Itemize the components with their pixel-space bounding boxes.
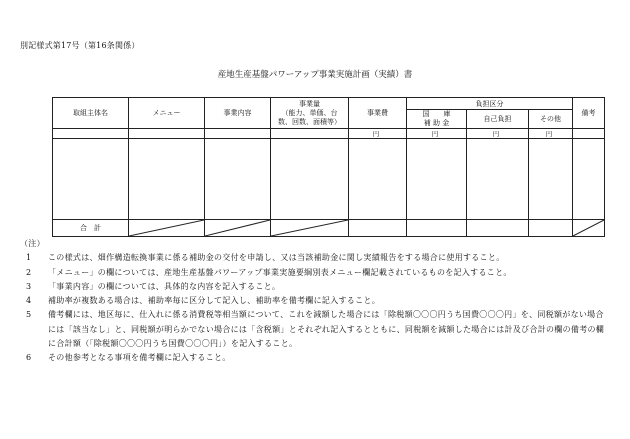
- cell-remarks-unit: [573, 129, 605, 139]
- cell-remarks: [573, 139, 605, 220]
- note-item: [20, 294, 610, 308]
- header-cost: 事業費: [349, 98, 407, 129]
- unit-yen: 円: [492, 130, 500, 138]
- form-code: 別記様式第17号（第16条関係）: [20, 41, 140, 50]
- note-number: 5: [26, 310, 32, 320]
- note-number: 4: [26, 296, 32, 306]
- diagonal-strike: [129, 220, 204, 236]
- note-number: 6: [26, 353, 32, 363]
- cell-other-unit: [529, 129, 573, 139]
- header-own: 自己負担: [467, 110, 529, 129]
- cell-other: [529, 139, 573, 220]
- notes-heading: （注）: [20, 239, 45, 248]
- note-item: [20, 308, 610, 351]
- note-item: [20, 351, 610, 365]
- document-title: 産地生産基盤パワーアップ事業実施計画（実績）書: [217, 70, 413, 80]
- total-other: [529, 220, 573, 237]
- total-own: [467, 220, 529, 237]
- cell-quantity: [271, 139, 349, 220]
- diagonal-strike: [573, 220, 604, 236]
- header-content: 事業内容: [205, 98, 271, 129]
- notes-section: [20, 237, 610, 366]
- unit-yen: 円: [545, 130, 553, 138]
- header-quantity-line1: 事業量: [299, 99, 320, 108]
- total-content-struck: [205, 220, 271, 237]
- note-text: 「事業内容」の欄については、具体的な内容を記入すること。: [48, 281, 281, 291]
- note-text: この様式は、畑作構造転換事業に係る補助金の交付を申請し、又は当該補助金に関し実績報告をする場合に使用すること。: [48, 253, 505, 263]
- unit-yen: 円: [372, 130, 380, 138]
- note-item: [20, 280, 610, 294]
- header-quantity: [271, 98, 349, 129]
- unit-yen: 円: [431, 130, 439, 138]
- cell-entity: [53, 139, 129, 220]
- header-quantity-line3: 数、回数、面積等）: [278, 117, 341, 126]
- cell-quantity-unit: [271, 129, 349, 139]
- header-quantity-line2: （能力、単価、台: [281, 108, 338, 117]
- note-number: 2: [26, 267, 32, 277]
- total-remarks-struck: [573, 220, 605, 237]
- note-text: その他参考となる事項を備考欄に記入すること。: [48, 353, 231, 363]
- header-menu: メニュー: [129, 98, 205, 129]
- cell-content: [205, 139, 271, 220]
- header-national-line1: 国 庫: [422, 110, 451, 118]
- note-text: 「メニュー」の欄については、産地生産基盤パワーアップ事業実施要綱別表メニュー欄記載されているものを記入すること。: [48, 267, 512, 277]
- note-item: [20, 251, 610, 265]
- total-cost: [349, 220, 407, 237]
- cell-content-unit: [205, 129, 271, 139]
- cell-own: [467, 139, 529, 220]
- total-quantity-struck: [271, 220, 349, 237]
- total-label: 合 計: [53, 220, 129, 237]
- header-remarks: 備考: [573, 98, 605, 129]
- cell-cost-unit: [349, 129, 407, 139]
- plan-table: [52, 97, 605, 237]
- note-item: [20, 266, 610, 280]
- cell-cost: [349, 139, 407, 220]
- note-text: 備考欄には、地区毎に、仕入れに係る消費税等相当額について、これを減額した場合には「除税額〇〇〇円うち国費〇〇〇円」を、同税額がない場合には「該当なし」と、同税額が明らかでない場合には「含税額」とそれぞれ記入するとともに、同税額を減額した場合には計及び合計の欄の備考の欄に合計額（「除税額〇〇〇円うち国費〇〇〇円」）を記入すること。: [48, 310, 605, 349]
- cell-entity-unit: [53, 129, 129, 139]
- cell-menu: [129, 139, 205, 220]
- diagonal-strike: [271, 220, 348, 236]
- total-national: [407, 220, 467, 237]
- header-entity: 取組主体名: [53, 98, 129, 129]
- note-text: 補助率が複数ある場合は、補助率毎に区分して記入し、補助率を備考欄に記入すること。: [48, 296, 380, 306]
- header-national: [407, 110, 467, 129]
- total-menu-struck: [129, 220, 205, 237]
- cell-national-unit: [407, 129, 467, 139]
- cell-own-unit: [467, 129, 529, 139]
- header-national-line2: 補 助 金: [423, 119, 450, 127]
- cell-national: [407, 139, 467, 220]
- cell-menu-unit: [129, 129, 205, 139]
- note-number: 1: [26, 253, 32, 263]
- header-other: その他: [529, 110, 573, 129]
- note-number: 3: [26, 281, 32, 291]
- header-burden-group: 負担区分: [407, 98, 573, 110]
- diagonal-strike: [205, 220, 270, 236]
